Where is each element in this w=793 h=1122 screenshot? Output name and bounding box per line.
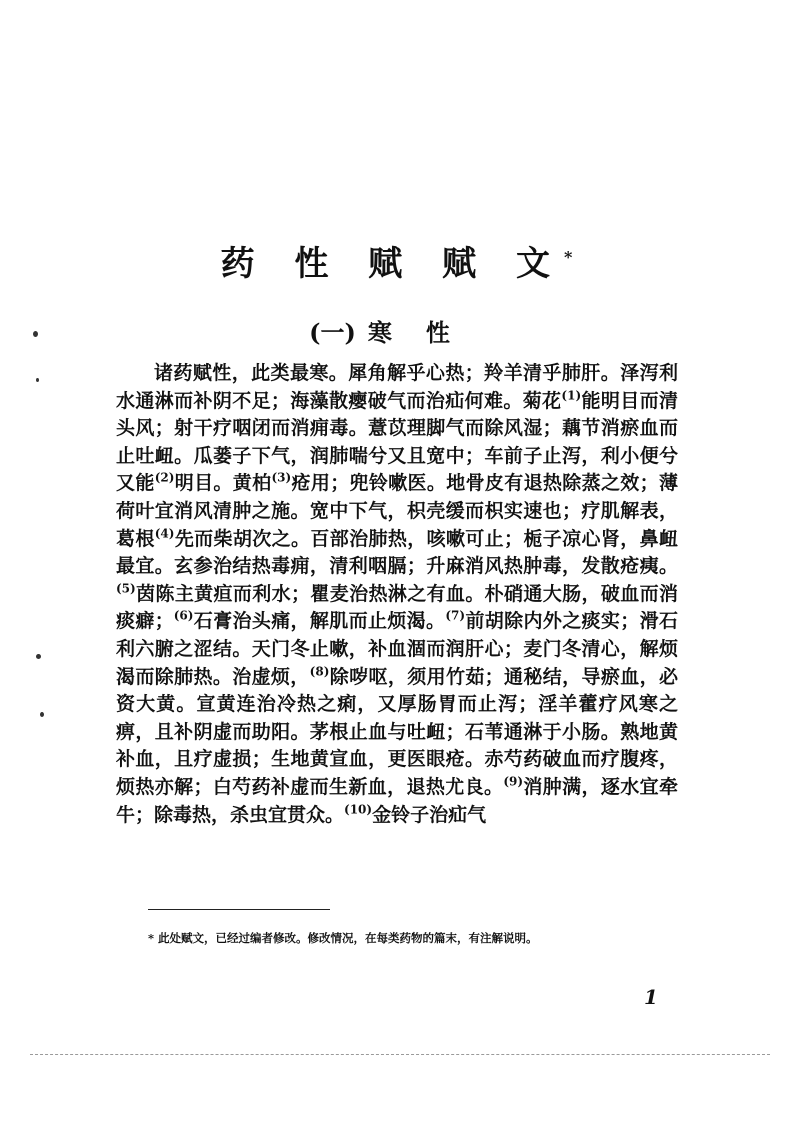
note-ref: (1): [561, 388, 582, 403]
scan-speck: [33, 331, 38, 337]
page-title-text: 药 性 赋 赋 文: [220, 244, 564, 284]
section-heading: [0, 313, 793, 348]
scan-edge-line: [30, 1054, 770, 1055]
scan-speck: [36, 654, 41, 659]
note-ref: (6): [173, 609, 194, 624]
page-number: 1: [644, 985, 658, 1009]
page-title: [0, 236, 793, 285]
footnote-divider: [148, 909, 330, 910]
note-ref: (9): [503, 774, 524, 789]
text-segment: 前胡除内外之痰实；滑石利六腑之涩结。天门冬止嗽，补血涸而润肝心；麦门冬清心，解烦渴而除肺热。治虚烦，: [116, 610, 678, 688]
note-ref: (5): [116, 581, 136, 596]
section-number: (一): [309, 318, 356, 347]
text-segment: 疮用；兜铃嗽医。地骨皮有退热除蒸之效；薄荷叶宜消风清肿之施。宽中下气，枳壳缓而枳实速也；疗肌解表，葛根: [116, 472, 678, 550]
scan-speck: [40, 712, 44, 717]
note-ref: (2): [154, 471, 175, 486]
text-segment: 诸药赋性，此类最寒。犀角解乎心热；羚羊清乎肺肝。泽泻利水通淋而补阴不足；海藻散瘿破气而治疝何难。菊花: [116, 362, 678, 412]
text-segment: 先而柴胡次之。百部治肺热，咳嗽可止；栀子凉心肾，鼻衄最宜。玄参治结热毒痈，清利咽膈；升麻消风热肿毒，发散疮痍。: [116, 527, 678, 578]
body-paragraph: [116, 360, 678, 829]
text-segment: 消肿满，逐水宜牵牛；除毒热，杀虫宜贯众。: [116, 775, 678, 826]
text-segment: 金铃子治疝气: [372, 803, 487, 826]
section-title: 寒性: [367, 318, 484, 347]
text-segment: 石膏治头痛，解肌而止烦渴。: [193, 610, 446, 633]
footnote: * 此处赋文，已经过编者修改。修改情况，在每类药物的篇末，有注解说明。: [148, 931, 538, 945]
text-segment: 茵陈主黄疸而利水；瞿麦治热淋之有血。朴硝通大肠，破血而消痰癖；: [116, 582, 678, 633]
text-segment: 除哕呕，须用竹茹；通秘结，导瘀血，必资大黄。宣黄连治冷热之痢，又厚肠胃而止泻；淫羊藿疗风寒之痹，且补阴虚而助阳。茅根止血与吐衄；石苇通淋于小肠。熟地黄补血，且疗虚损；生地黄宣血，更医眼疮。赤芍药破血而疗腹疼，烦热亦解；白芍药补虚而生新血，退热尤良。: [116, 665, 678, 798]
note-ref: (8): [309, 664, 330, 679]
text-segment: 明目。黄柏: [174, 472, 272, 495]
scan-speck: [36, 378, 39, 382]
text-segment: 能明目而清头风；射干疗咽闭而消痈毒。薏苡理脚气而除风湿；藕节消瘀血而止吐衄。瓜蒌子下气，润肺喘兮又且宽中；车前子止泻，利小便兮又能: [116, 389, 678, 495]
note-ref: (7): [445, 609, 466, 624]
note-ref: (10): [344, 802, 373, 817]
note-ref: (4): [154, 526, 175, 541]
title-footnote-mark: *: [563, 247, 573, 267]
note-ref: (3): [271, 471, 292, 486]
